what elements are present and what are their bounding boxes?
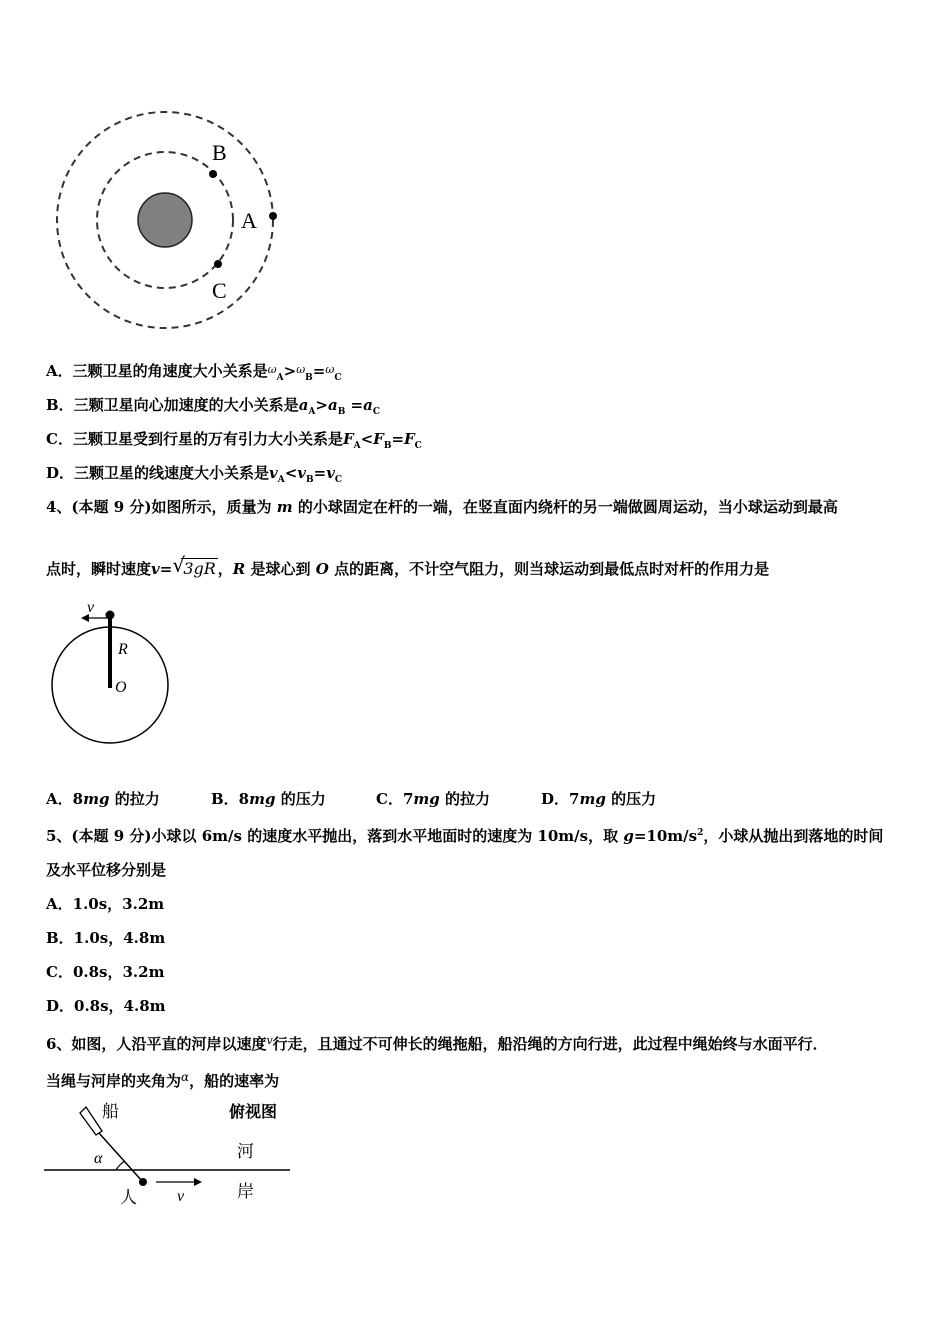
label-c: C (212, 278, 227, 303)
label-a: A (241, 208, 257, 233)
label-v: v (87, 599, 95, 616)
planet (138, 193, 192, 247)
rope (99, 1133, 142, 1181)
q4-option-a: A．8mg 的拉力 (46, 790, 160, 808)
q5-option-c: C．0.8s，3.2m (46, 963, 165, 981)
q3-option-a: A．三颗卫星的角速度大小关系是$^\omega_A$>$^\omega_B$=$^\omega_C$ (46, 362, 342, 383)
label-boat: 船 (102, 1102, 119, 1122)
orbit-figure (55, 110, 285, 335)
q4-option-d: D．7mg 的压力 (541, 790, 657, 808)
label-o: O (115, 679, 127, 696)
circular-motion-figure (45, 598, 175, 753)
sqrt-expression: √ 3gR (172, 553, 216, 578)
q5-option-b: B．1.0s，4.8m (46, 929, 166, 947)
q6-stem-line1: 6、如图，人沿平直的河岸以速度$^v$行走，且通过不可伸长的绳拖船，船沿绳的方向行进，此过程中绳始终与水面平行． (46, 1034, 828, 1053)
label-person: 人 (120, 1188, 137, 1208)
label-r: R (118, 641, 128, 658)
q3-option-d: D．三颗卫星的线速度大小关系是$v_A<v_B=v_C$ (46, 464, 343, 485)
q4-option-b: B．8mg 的压力 (211, 790, 326, 808)
q5-stem-line2: 及水平位移分别是 (46, 861, 167, 879)
satellite-c (214, 260, 222, 268)
label-view: 俯视图 (229, 1102, 278, 1121)
q3-option-b: B．三颗卫星向心加速度的大小关系是$a_A>a_B =a_C$ (46, 396, 381, 417)
person-dot (139, 1178, 147, 1186)
angle-arc (116, 1161, 125, 1170)
label-b: B (212, 140, 227, 165)
satellite-a (269, 212, 277, 220)
q3-option-c: C．三颗卫星受到行星的万有引力大小关系是$F_A<F_B=F_C$ (46, 430, 422, 451)
satellite-b (209, 170, 217, 178)
q4-option-c: C．7mg 的拉力 (376, 790, 491, 808)
q5-option-d: D．0.8s，4.8m (46, 997, 166, 1015)
label-bank: 岸 (237, 1182, 254, 1202)
q4-stem-line1: 4、(本题 9 分)如图所示，质量为 m 的小球固定在杆的一端，在竖直面内绕杆的另一端做圆周运动，当小球运动到最高 (46, 498, 838, 516)
q5-option-a: A．1.0s，3.2m (46, 895, 165, 913)
q4-options (46, 789, 656, 809)
boat-icon (80, 1107, 102, 1135)
q5-stem-line1: 5、(本题 9 分)小球以 6m/s 的速度水平抛出，落到水平地面时的速度为 10m/s，取 $g=10m/s^2$，小球从抛出到落地的时间 (46, 827, 884, 845)
label-v: v (177, 1188, 185, 1205)
q4-stem-line2: 点时，瞬时速度v= √ 3gR ，R 是球心到 O 点的距离，不计空气阻力，则当球运动到最低点时对杆的作用力是 (46, 552, 769, 586)
velocity-arrowhead (194, 1178, 202, 1186)
boat-rope-figure (44, 1097, 294, 1209)
label-river: 河 (237, 1142, 254, 1162)
q6-stem-line2: 当绳与河岸的夹角为$^\alpha$，船的速率为 (46, 1070, 280, 1090)
label-alpha: α (94, 1150, 103, 1167)
